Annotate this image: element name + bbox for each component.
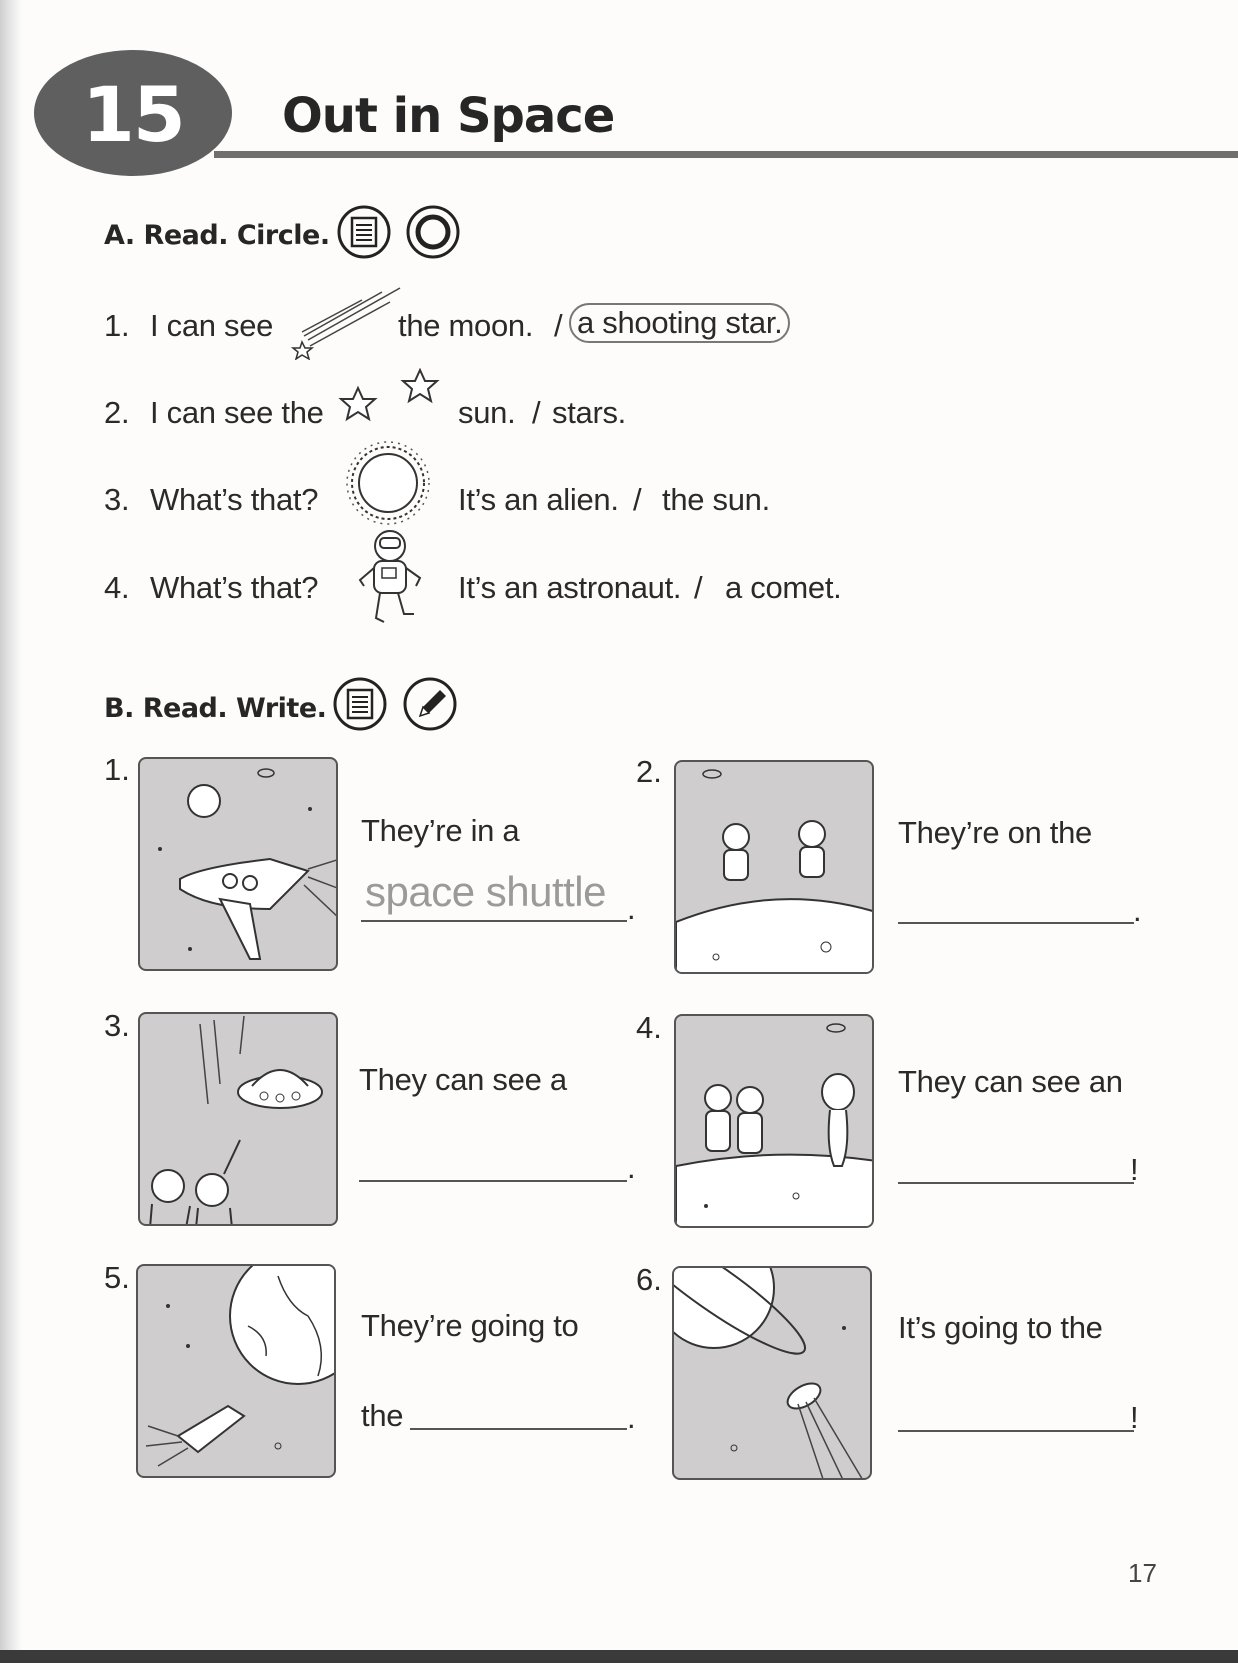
sentence-line-1: They can see an: [898, 1064, 1123, 1099]
moon-walk-picture: [674, 760, 874, 974]
item-prompt: What’s that?: [150, 570, 319, 605]
sentence-end: .: [627, 1400, 636, 1435]
sentence-end: !: [1130, 1400, 1139, 1435]
option-2[interactable]: a comet.: [725, 570, 842, 605]
option-2-circled[interactable]: a shooting star.: [569, 303, 790, 343]
item-number: 3.: [104, 482, 130, 517]
sentence-line-1: It’s going to the: [898, 1310, 1103, 1345]
option-1[interactable]: the moon.: [398, 308, 534, 343]
stars-icon: [334, 368, 444, 428]
sentence-end: .: [627, 1150, 636, 1185]
item-prompt: I can see the: [150, 395, 324, 430]
item-number: 5.: [104, 1260, 130, 1295]
item-number: 4.: [104, 570, 130, 605]
item-number: 6.: [636, 1262, 662, 1297]
section-a-heading: A. Read. Circle.: [104, 220, 330, 251]
answer-blank[interactable]: [359, 1180, 627, 1182]
answer-blank[interactable]: [361, 920, 627, 922]
sentence-line-1: They’re going to: [361, 1308, 579, 1343]
separator: /: [532, 395, 541, 430]
sentence-line-1: They’re in a: [361, 813, 520, 848]
item-number: 1.: [104, 752, 130, 787]
answer-blank[interactable]: [898, 1182, 1134, 1184]
item-number: 3.: [104, 1008, 130, 1043]
book-icon: [336, 204, 392, 260]
separator: /: [633, 482, 642, 517]
separator: /: [694, 570, 703, 605]
item-prompt: What’s that?: [150, 482, 319, 517]
sentence-end: !: [1130, 1152, 1139, 1187]
separator: /: [554, 308, 563, 343]
title-rule: [214, 151, 1238, 158]
unit-number: 15: [82, 70, 184, 159]
sentence-end: .: [627, 891, 636, 926]
pencil-icon: [402, 676, 458, 732]
answer-blank[interactable]: [898, 1430, 1134, 1432]
page-number: 17: [1128, 1558, 1157, 1588]
sentence-end: .: [1133, 893, 1142, 928]
circle-icon: [405, 204, 461, 260]
sentence-line-1: They can see a: [359, 1062, 567, 1097]
book-icon: [332, 676, 388, 732]
item-number: 4.: [636, 1010, 662, 1045]
page-edge: [0, 1650, 1238, 1663]
item-prompt: I can see: [150, 308, 274, 343]
alien-picture: [674, 1014, 874, 1228]
space-shuttle-picture: [138, 757, 338, 971]
sentence-line-1: They’re on the: [898, 815, 1092, 850]
shooting-star-icon: [290, 286, 402, 360]
option-1[interactable]: sun.: [458, 395, 516, 430]
answer-blank[interactable]: [898, 922, 1134, 924]
ufo-picture: [138, 1012, 338, 1226]
planet-shuttle-picture: [136, 1264, 336, 1478]
page-title: Out in Space: [282, 88, 615, 144]
page-binding-shadow: [0, 0, 22, 1663]
saturn-ufo-picture: [672, 1266, 872, 1480]
item-number: 1.: [104, 308, 130, 343]
astronaut-icon: [352, 528, 428, 628]
section-b-heading: B. Read. Write.: [104, 693, 327, 724]
answer-blank[interactable]: [410, 1428, 627, 1430]
written-answer[interactable]: space shuttle: [365, 868, 606, 915]
item-number: 2.: [104, 395, 130, 430]
option-1[interactable]: It’s an astronaut.: [458, 570, 682, 605]
option-2[interactable]: the sun.: [662, 482, 770, 517]
option-2[interactable]: stars.: [552, 395, 626, 430]
option-1[interactable]: It’s an alien.: [458, 482, 619, 517]
sentence-line-2: the: [361, 1398, 404, 1433]
sun-icon: [342, 440, 434, 526]
item-number: 2.: [636, 754, 662, 789]
